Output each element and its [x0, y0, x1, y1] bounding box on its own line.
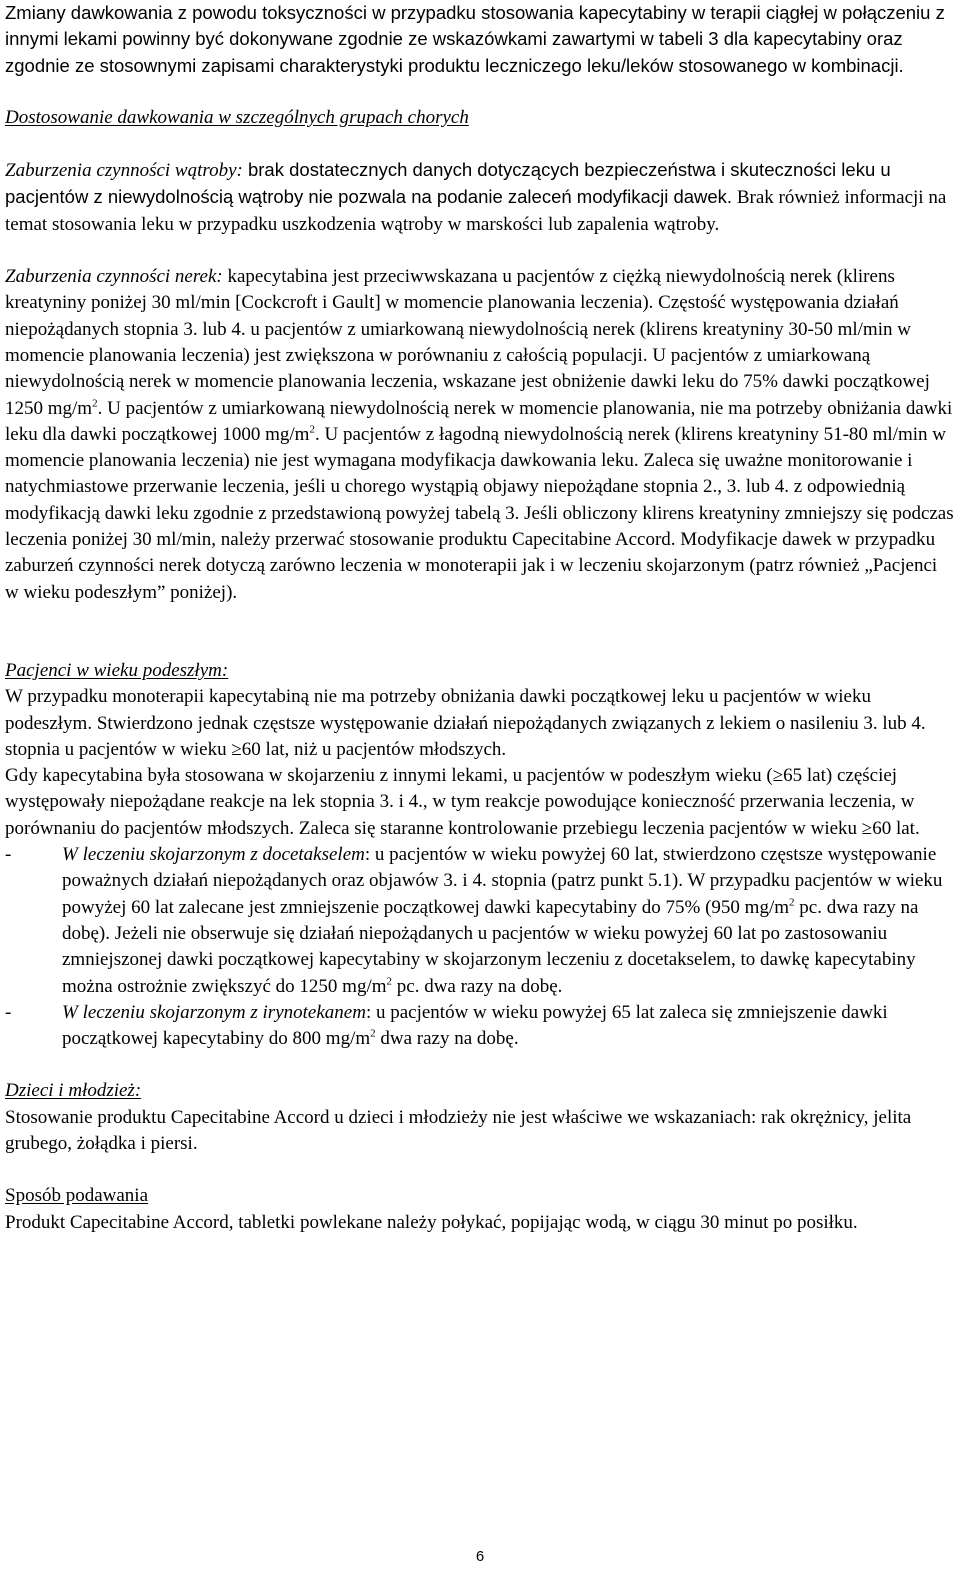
list-item-text-1: : u pacjentów w wieku powyżej 60 lat, stwierdzono częstsze występowanie poważnych działań niepożądanych oraz objawów 3. i 4. stopnia (patrz punkt 5.1). W przypadku pacjentów w wieku powyżej 60 lat zalecane jest zmniejszenie początkowej dawki kapecytabiny do 75% (950 mg/m [62, 844, 943, 918]
list-item-text-2: dwa razy na dobę. [375, 1028, 519, 1050]
liver-text-sans: brak dostatecznych danych dotyczących bezpieczeństwa i skuteczności leku u pacjentów z niewydolnością wątroby nie pozwala na podanie zaleceń modyfikacji dawek. [5, 159, 891, 208]
list-item-docetaxel [5, 842, 955, 1000]
kidney-text-2: . U pacjentów z umiarkowaną niewydolnością nerek w momencie planowania, nie ma potrzeby obniżania dawki leku dla dawki początkowej 1000 mg/m [5, 397, 953, 445]
kidney-superscript-2: 2 [309, 423, 315, 436]
kidney-superscript-1: 2 [92, 397, 98, 410]
kidney-text-1: kapecytabina jest przeciwwskazana u pacjentów z ciężką niewydolnością nerek (klirens kreatyniny poniżej 30 ml/min [Cockcroft i Gault] w momencie planowania leczenia). Częstość występowania działań niepożądanych stopnia 3. lub 4. u pacjentów z umiarkowaną niewydolnością nerek (klirens kreatyniny 30-50 ml/min w momencie planowania leczenia) jest zwiększona w porównaniu z całością populacji. U pacjentów z umiarkowaną niewydolnością nerek w momencie planowania leczenia, wskazane jest obniżenie dawki leku do 75% dawki początkowej 1250 mg/m [5, 266, 930, 419]
liver-text-serif: Brak również informacji na temat stosowania leku w przypadku uszkodzenia wątroby w marskości lub zapalenia wątroby. [5, 187, 947, 235]
list-item-text-3: pc. dwa razy na dobę. [392, 975, 563, 997]
list-item-superscript: 2 [386, 975, 393, 988]
document-page [5, 0, 955, 1236]
list-item-text-1: : u pacjentów w wieku powyżej 65 lat zaleca się zmniejszenie dawki początkowej kapecytabiny do 800 mg/m [62, 1001, 888, 1050]
section-heading-children: Dzieci i młodzież: [5, 1080, 142, 1102]
list-item-body [62, 842, 955, 1000]
page-number: 6 [475, 1548, 485, 1565]
kidney-paragraph [5, 264, 955, 606]
list-dash: - [5, 1001, 12, 1023]
administration-heading-line [5, 1183, 955, 1209]
children-heading-line [5, 1078, 955, 1104]
list-item-label: W leczeniu skojarzonym z irynotekanem [62, 1001, 366, 1023]
liver-paragraph [5, 157, 955, 238]
elderly-paragraph-1: W przypadku monoterapii kapecytabiną nie ma potrzeby obniżania dawki początkowej leku u pacjentów w wieku podeszłym. Stwierdzono jednak częstsze występowanie działań niepożądanych związanych z lekiem o nasileniu 3. lub 4. stopnia u pacjentów w wieku ≥60 lat, niż u pacjentów młodszych. [5, 686, 926, 760]
kidney-label: Zaburzenia czynności nerek: [5, 266, 223, 288]
section-heading-elderly: Pacjenci w wieku podeszłym: [5, 659, 229, 681]
list-item-body [62, 1000, 955, 1053]
section-heading-special-groups: Dostosowanie dawkowania w szczególnych grupach chorych [5, 106, 469, 128]
list-item-text-2: pc. dwa razy na dobę). Jeżeli nie obserwuje się działań niepożądanych u pacjentów w wieku powyżej 60 lat po zastosowaniu zmniejszonej dawki początkowej kapecytabiny w skojarzonym leczeniu z docetakselem, to dawkę kapecytabiny można ostrożnie zwiększyć do 1250 mg/m [62, 896, 919, 997]
section-heading-administration: Sposób podawania [5, 1185, 149, 1207]
list-item-label: W leczeniu skojarzonym z docetakselem [62, 844, 365, 866]
elderly-heading-line [5, 658, 955, 684]
list-item-superscript: 2 [789, 896, 795, 909]
kidney-text-3: . U pacjentów z łagodną niewydolnością nerek (klirens kreatyniny 51-80 ml/min w momencie planowania leczenia) nie jest wymagana modyfikacja dawkowania leku. Zaleca się uważne monitorowanie i natychmiastowe przerwanie leczenia, jeśli u chorego wystąpią objawy niepożądane stopnia 2., 3. lub 4. z odpowiednią modyfikacją dawki leku zgodnie z przedstawioną powyżej tabelą 3. Jeśli obliczony klirens kreatyniny zmniejszy się podczas leczenia poniżej 30 ml/min, należy przerwać stosowanie produktu Capecitabine Accord. Modyfikacje dawek w przypadku zaburzeń czynności nerek dotyczą zarówno leczenia w monoterapii jak i w leczeniu skojarzonym (patrz również „Pacjenci w wieku podeszłym” poniżej). [5, 423, 954, 603]
administration-paragraph: Produkt Capecitabine Accord, tabletki powlekane należy połykać, popijając wodą, w ciągu 30 minut po posiłku. [5, 1211, 858, 1233]
children-paragraph: Stosowanie produktu Capecitabine Accord u dzieci i młodzieży nie jest właściwe we wskazaniach: rak okrężnicy, jelita grubego, żołądka i piersi. [5, 1106, 912, 1154]
elderly-paragraph-2: Gdy kapecytabina była stosowana w skojarzeniu z innymi lekami, u pacjentów w podeszłym wieku (≥65 lat) częściej występowały niepożądane reakcje na lek stopnia 3. i 4., w tym reakcje powodujące konieczność przerwania leczenia, w porównaniu do pacjentów młodszych. Zaleca się staranne kontrolowanie przebiegu leczenia pacjentów w wieku ≥60 lat. [5, 765, 920, 839]
list-dash: - [5, 844, 12, 866]
intro-paragraph: Zmiany dawkowania z powodu toksyczności w przypadku stosowania kapecytabiny w terapii ciągłej w połączeniu z innymi lekami powinny być dokonywane zgodnie ze wskazówkami zawartymi w tabeli 3 dla kapecytabiny oraz zgodnie ze stosownymi zapisami charakterystyki produktu leczniczego leku/leków stosowanego w kombinacji. [5, 2, 945, 76]
list-item-superscript: 2 [370, 1027, 376, 1040]
liver-label: Zaburzenia czynności wątroby: [5, 160, 243, 182]
list-item-irinotecan [5, 1000, 955, 1053]
